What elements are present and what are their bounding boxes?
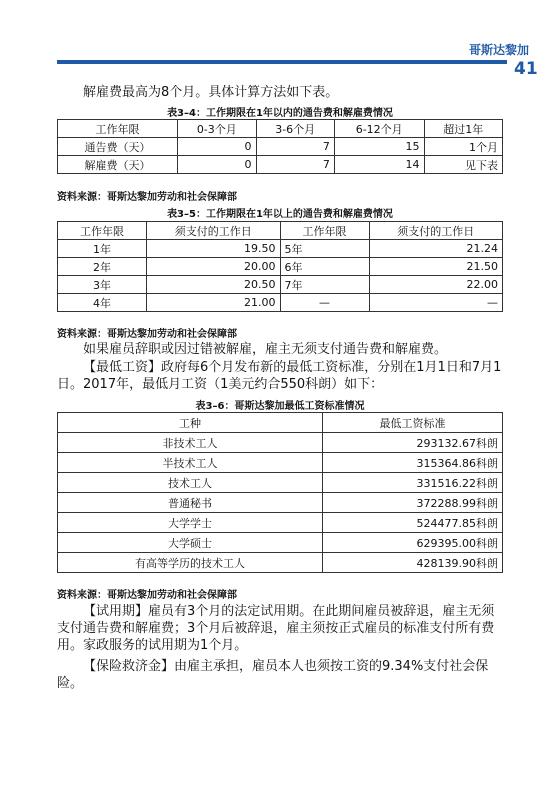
table-3-5	[57, 221, 503, 312]
table-3-6	[57, 412, 503, 573]
table-cell: 6年	[280, 258, 369, 276]
table-cell: 2年	[58, 258, 147, 276]
table-cell: 有高等学历的技术工人	[58, 553, 323, 573]
table-cell: 7	[256, 156, 334, 174]
table-cell: 315364.86科朗	[323, 453, 503, 473]
table-cell: 629395.00科朗	[323, 533, 503, 553]
paragraph-insurance: 【保险救济金】由雇主承担，雇员本人也须按工资的9.34%支付社会保险。	[57, 659, 489, 691]
table-cell: 331516.22科朗	[323, 473, 503, 493]
table-3-6-caption: 表3–6：哥斯达黎加最低工资标准情况	[195, 401, 365, 412]
table-cell: 14	[334, 156, 424, 174]
table-cell: 428139.90科朗	[323, 553, 503, 573]
table-cell: —	[369, 294, 503, 312]
table-cell: 普通秘书	[58, 493, 323, 513]
header-cell: 3-6个月	[256, 120, 334, 138]
table-row	[58, 240, 503, 258]
table-row	[58, 138, 503, 156]
table-cell: 372288.99科朗	[323, 493, 503, 513]
table-cell: 7	[256, 138, 334, 156]
header-cell: 须支付的工作日	[147, 222, 281, 240]
header-cell: 0-3个月	[178, 120, 256, 138]
paragraph-probation: 【试用期】雇员有3个月的法定试用期。在此期间雇员被辞退，雇主无须支付通告费和解雇费；3个月后被辞退，雇主须按正式雇员的标准支付所有费用。家政服务的试用期为1个月。	[57, 604, 495, 653]
table-row	[58, 258, 503, 276]
table-cell: 15	[334, 138, 424, 156]
table-row	[58, 553, 503, 573]
header-cell: 工作年限	[280, 222, 369, 240]
running-header-title: 哥斯达黎加	[468, 43, 529, 57]
table-row	[58, 294, 503, 312]
header-cell: 超过1年	[424, 120, 502, 138]
table-cell: 大学学士	[58, 513, 323, 533]
table-cell: 21.00	[147, 294, 281, 312]
table-cell: 21.24	[369, 240, 503, 258]
table-cell: 7年	[280, 276, 369, 294]
table-cell: 293132.67科朗	[323, 433, 503, 453]
table-cell: 见下表	[424, 156, 502, 174]
paragraph-minimum-wage: 【最低工资】政府每6个月发布新的最低工资标准，分别在1月1日和7月1日。2017年，最低月工资（1美元约合550科朗）如下：	[57, 360, 502, 392]
header-cell: 6-12个月	[334, 120, 424, 138]
header-rule	[57, 60, 507, 64]
table-cell: 技术工人	[58, 473, 323, 493]
table-header-row	[58, 222, 503, 240]
table-cell: 非技术工人	[58, 433, 323, 453]
table-3-4-caption: 表3–4：工作期限在1年以内的通告费和解雇费情况	[167, 108, 393, 119]
table-row	[58, 433, 503, 453]
table-cell: 0	[178, 138, 256, 156]
header-cell: 须支付的工作日	[369, 222, 503, 240]
table-row	[58, 513, 503, 533]
table-cell: 大学硕士	[58, 533, 323, 553]
table-3-4-source: 资料来源：哥斯达黎加劳动和社会保障部	[57, 192, 237, 203]
table-cell: 20.00	[147, 258, 281, 276]
table-cell: 解雇费（天）	[58, 156, 178, 174]
intro-paragraph: 解雇费最高为8个月。具体计算方法如下表。	[83, 85, 339, 100]
header-cell: 工作年限	[58, 222, 147, 240]
table-header-row	[58, 120, 503, 138]
table-3-4	[57, 119, 503, 174]
table-3-6-source: 资料来源：哥斯达黎加劳动和社会保障部	[57, 590, 237, 601]
table-cell: 通告费（天）	[58, 138, 178, 156]
table-cell: 19.50	[147, 240, 281, 258]
header-cell: 工作年限	[58, 120, 178, 138]
table-row	[58, 156, 503, 174]
table-cell: —	[280, 294, 369, 312]
table-cell: 1个月	[424, 138, 502, 156]
table-3-5-caption: 表3–5：工作期限在1年以上的通告费和解雇费情况	[167, 209, 393, 220]
table-cell: 1年	[58, 240, 147, 258]
table-cell: 0	[178, 156, 256, 174]
table-row	[58, 533, 503, 553]
table-row	[58, 493, 503, 513]
table-cell: 半技术工人	[58, 453, 323, 473]
header-cell: 最低工资标准	[323, 413, 503, 433]
table-row	[58, 276, 503, 294]
table-cell: 4年	[58, 294, 147, 312]
table-cell: 22.00	[369, 276, 503, 294]
header-cell: 工种	[58, 413, 323, 433]
page-number: 41	[514, 59, 538, 79]
table-cell: 5年	[280, 240, 369, 258]
table-row	[58, 473, 503, 493]
table-cell: 524477.85科朗	[323, 513, 503, 533]
table-row	[58, 453, 503, 473]
table-header-row	[58, 413, 503, 433]
table-3-5-source: 资料来源：哥斯达黎加劳动和社会保障部	[57, 329, 237, 340]
table-cell: 21.50	[369, 258, 503, 276]
paragraph-resignation: 如果雇员辞职或因过错被解雇，雇主无须支付通告费和解雇费。	[83, 342, 448, 357]
table-cell: 3年	[58, 276, 147, 294]
table-cell: 20.50	[147, 276, 281, 294]
